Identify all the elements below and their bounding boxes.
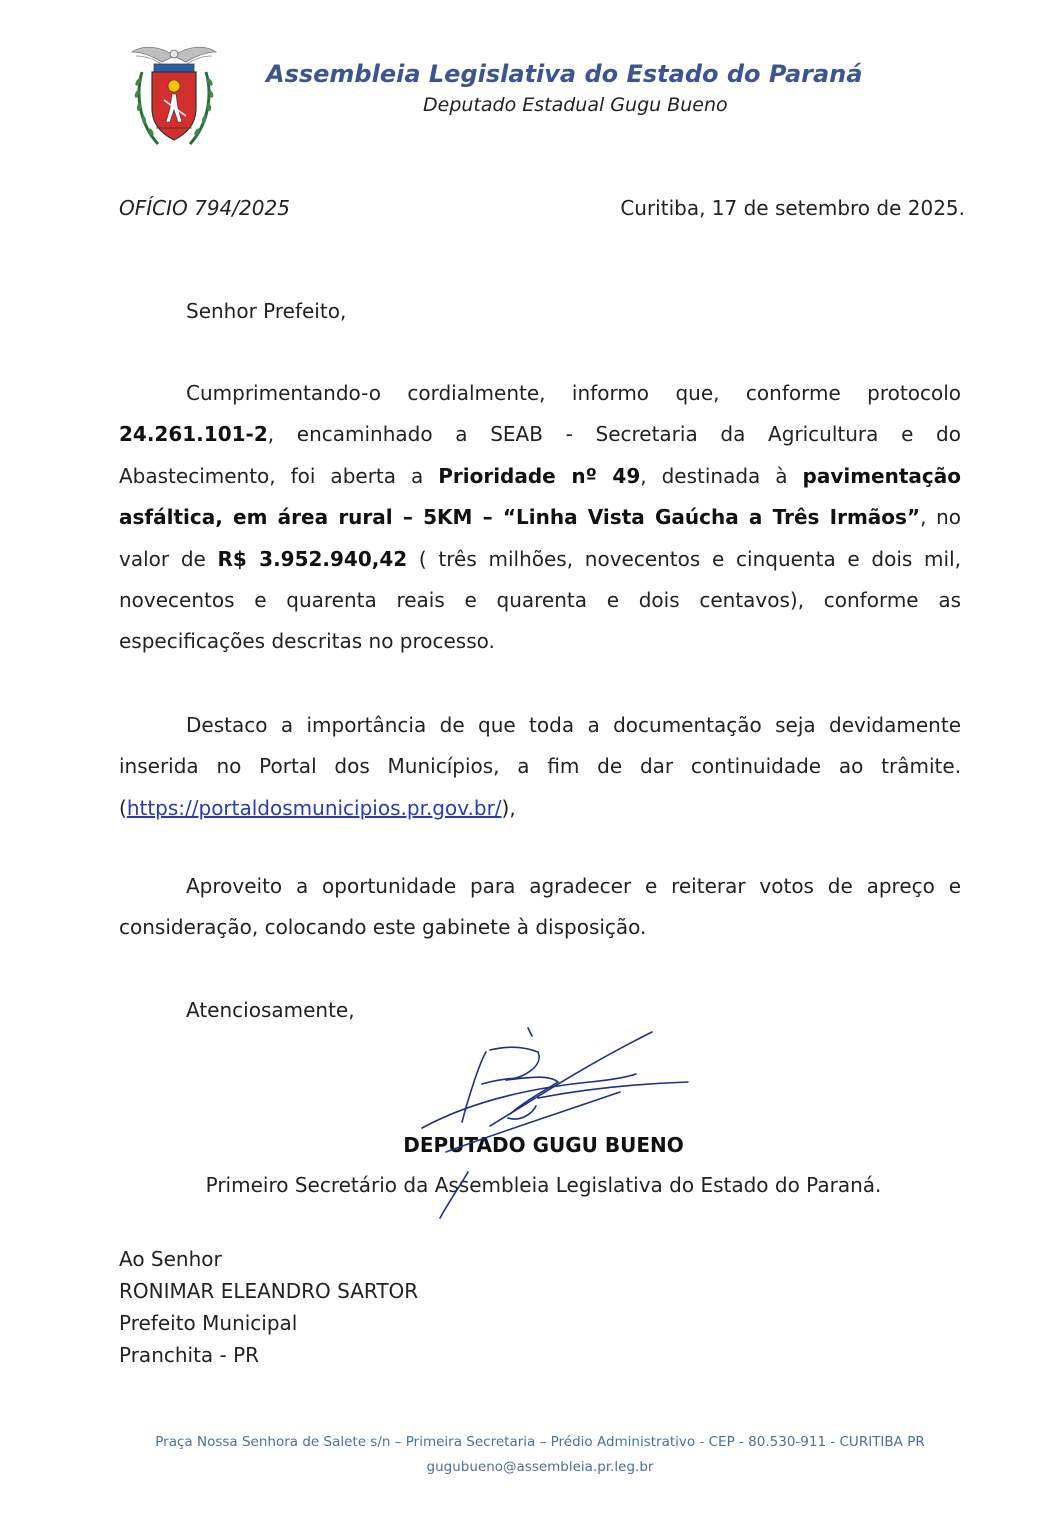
deputy-subtitle: Deputado Estadual Gugu Bueno	[423, 94, 728, 116]
footer-address: Praça Nossa Senhora de Salete s/n – Primeira Secretaria – Prédio Administrativo - CEP - 80.530-911 - CURITIBA PR	[155, 1434, 925, 1450]
salutation: Senhor Prefeito,	[186, 299, 347, 323]
signer-name: DEPUTADO GUGU BUENO	[403, 1133, 684, 1157]
document-reference: OFÍCIO 794/2025	[119, 196, 290, 220]
recipient-line: Ao Senhor	[119, 1247, 222, 1271]
signature-image	[410, 1022, 700, 1222]
priority-number: Prioridade nº 49	[438, 463, 641, 488]
paragraph-1: Cumprimentando-o cordialmente, informo que, conforme protocolo 24.261.101-2, encaminhado a SEAB - Secretaria da Agricultura e do Abastecimento, foi aberta a Prioridade nº 49, destinada à pavimentação asfáltica, em área rural – 5KM – “Linha Vista Gaúcha a Três Irmãos”, no valor de R$ 3.952.940,42 ( três milhões, novecentos e cinquenta e dois mil, novecentos e quarenta reais e quarenta e dois centavos), conforme as especificações descritas no processo.	[119, 381, 962, 654]
amount-value: R$ 3.952.940,42	[217, 546, 408, 571]
project-description: pavimentação asfáltica, em área rural – 5KM – “Linha Vista Gaúcha a Três Irmãos”	[119, 463, 962, 530]
footer-email: gugubueno@assembleia.pr.leg.br	[426, 1459, 654, 1475]
closing: Atenciosamente,	[186, 998, 355, 1022]
protocol-number: 24.261.101-2	[119, 422, 268, 447]
recipient-title: Prefeito Municipal	[119, 1311, 298, 1335]
coat-of-arms-icon	[128, 42, 220, 152]
portal-link[interactable]: https://portaldosmunicipios.pr.gov.br/	[126, 795, 502, 820]
recipient-name: RONIMAR ELEANDRO SARTOR	[119, 1279, 419, 1303]
signer-role: Primeiro Secretário da Assembleia Legislativa do Estado do Paraná.	[205, 1173, 882, 1197]
paragraph-2: Destaco a importância de que toda a documentação seja devidamente inserida no Portal dos Municípios, a fim de dar continuidade ao trâmite. (https://portaldosmunicipios.pr.gov.br/),	[119, 713, 961, 820]
institution-title: Assembleia Legislativa do Estado do Paraná	[266, 60, 863, 88]
paragraph-3: Aproveito a oportunidade para agradecer e reiterar votos de apreço e consideração, colocando este gabinete à disposição.	[119, 874, 961, 940]
recipient-city: Pranchita - PR	[119, 1343, 260, 1367]
recipient-block	[119, 1243, 418, 1371]
document-date: Curitiba, 17 de setembro de 2025.	[620, 196, 965, 220]
